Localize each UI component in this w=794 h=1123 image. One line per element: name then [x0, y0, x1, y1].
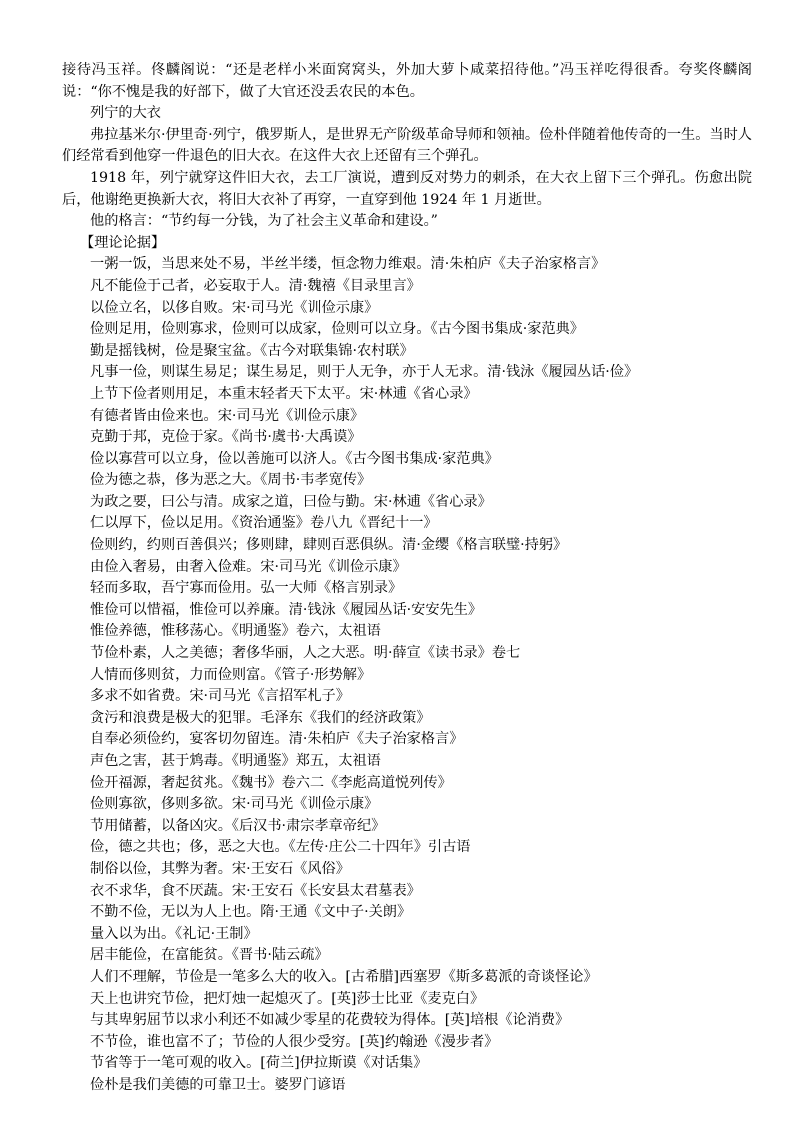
story-paragraph-lenin-motto: 他的格言：“节约每一分钱，为了社会主义革命和建设。”: [90, 213, 438, 230]
quote-line: 俭开福源，奢起贫兆。《魏书》卷六二《李彪高道悦列传》: [90, 774, 452, 791]
story-paragraph-feng-yuxiang: 接待冯玉祥。佟麟阁说：“还是老样小米面窝窝头，外加大萝卜咸菜招待他。”冯玉祥吃得很香。夸奖佟麟阁说：“你不愧是我的好部下，做了大官还没丢农民的本色。: [62, 62, 752, 100]
quote-line: 轻而多取，吾宁寡而俭用。弘一大师《格言别录》: [90, 580, 403, 597]
section-heading-theory: 【理论论据】: [80, 234, 166, 251]
quote-line: 仁以厚下，俭以足用。《资治通鉴》卷八九《晋纪十一》: [90, 515, 438, 532]
quote-line: 俭则寡欲，侈则多欲。宋·司马光《训俭示康》: [90, 796, 379, 813]
quote-line: 由俭入奢易，由奢入俭难。宋·司马光《训俭示康》: [90, 558, 407, 575]
quote-line: 与其卑躬屈节以求小利还不如减少零星的花费较为得体。[英]培根《论消费》: [90, 1012, 570, 1029]
quote-line: 声色之害，甚于鸩毒。《明通鉴》郑五，太祖语: [90, 753, 381, 769]
quote-line: 凡事一俭，则谋生易足；谋生易足，则于人无争，亦于人无求。清·钱泳《履园丛话·俭》: [90, 364, 639, 381]
document-page: [62, 60, 752, 1097]
quote-list: [62, 254, 752, 1096]
story-paragraph-lenin-1918: 1918 年，列宁就穿这件旧大衣，去工厂演说，遭到反对势力的刺杀，在大衣上留下三个弹孔。伤愈出院后，他谢绝更换新大衣，将旧大衣补了再穿，一直穿到他 1924 年 1 月逝世。: [62, 169, 752, 208]
quote-line: 量入以为出。《礼记·王制》: [90, 925, 258, 942]
quote-line: 俭朴是我们美德的可靠卫士。婆罗门谚语: [90, 1076, 346, 1093]
quote-line: 俭，德之共也；侈，恶之大也。《左传·庄公二十四年》引古语: [90, 839, 471, 856]
quote-line: 俭则约，约则百善俱兴；侈则肆，肆则百恶俱纵。清·金缨《格言联璧·持躬》: [90, 537, 568, 554]
quote-line: 俭为德之恭，侈为恶之大。《周书·韦孝宽传》: [90, 472, 372, 489]
quote-line: 自奉必须俭约，宴客切勿留连。清·朱柏庐《夫子治家格言》: [90, 731, 464, 748]
story-paragraph-lenin-intro: 弗拉基米尔·伊里奇·列宁，俄罗斯人，是世界无产阶级革命导师和领袖。俭朴伴随着他传奇的一生。当时人们经常看到他穿一件退色的旧大衣。在这件大衣上还留有三个弹孔。: [62, 126, 752, 165]
quote-line: 不节俭，谁也富不了；节俭的人很少受穷。[英]约翰逊《漫步者》: [90, 1033, 499, 1050]
quote-line: 节俭朴素，人之美德；奢侈华丽，人之大恶。明·薛宣《读书录》卷七: [90, 645, 521, 662]
quote-line: 俭以寡营可以立身，俭以善施可以济人。《古今图书集成·家范典》: [90, 450, 499, 467]
quote-line: 有德者皆由俭来也。宋·司马光《训俭示康》: [90, 407, 365, 424]
quote-line: 一粥一饭，当思来处不易，半丝半缕，恒念物力维艰。清·朱柏庐《夫子治家格言》: [90, 256, 606, 273]
quote-line: 制俗以俭，其弊为奢。宋·王安石《风俗》: [90, 860, 350, 877]
quote-line: 为政之要，曰公与清。成家之道，曰俭与勤。宋·林逋《省心录》: [90, 493, 492, 510]
quote-line: 多求不如省费。宋·司马光《言招军札子》: [90, 688, 350, 705]
quote-line: 天上也讲究节俭，把灯烛一起熄灭了。[英]莎士比亚《麦克白》: [90, 990, 485, 1007]
quote-line: 俭则足用，俭则寡求，俭则可以成家，俭则可以立身。《古今图书集成·家范典》: [90, 321, 584, 338]
quote-line: 以俭立名，以侈自败。宋·司马光《训俭示康》: [90, 299, 379, 316]
quote-line: 衣不求华，食不厌蔬。宋·王安石《长安县太君墓表》: [90, 882, 421, 899]
quote-line: 凡不能俭于己者，必妄取于人。清·魏禧《目录里言》: [90, 277, 421, 294]
quote-line: 贪污和浪费是极大的犯罪。毛泽东《我们的经济政策》: [90, 709, 431, 726]
quote-line: 节省等于一笔可观的收入。[荷兰]伊拉斯谟《对话集》: [90, 1055, 428, 1072]
quote-line: 上节下俭者则用足，本重末轻者天下太平。宋·林逋《省心录》: [90, 385, 478, 402]
quote-line: 勤是摇钱树，俭是聚宝盆。《古今对联集锦·农村联》: [90, 342, 414, 359]
quote-line: 人情而侈则贫，力而俭则富。《管子·形势解》: [90, 666, 372, 683]
quote-line: 克勤于邦，克俭于家。《尚书·虞书·大禹谟》: [90, 429, 362, 446]
quote-line: 节用储蓄，以备凶灾。《后汉书·肃宗孝章帝纪》: [90, 817, 386, 834]
quote-line: 惟俭可以惜福，惟俭可以养廉。清·钱泳《履园丛话·安安先生》: [90, 601, 483, 618]
quote-line: 人们不理解，节俭是一笔多么大的收入。[古希腊]西塞罗《斯多葛派的奇谈怪论》: [90, 968, 598, 985]
quote-line: 居丰能俭，在富能贫。《晋书·陆云疏》: [90, 947, 329, 964]
quote-line: 惟俭养德，惟移荡心。《明通鉴》卷六，太祖语: [90, 623, 381, 640]
quote-line: 不勤不俭，无以为人上也。隋·王通《文中子·关朗》: [90, 904, 412, 921]
story-title-lenin-coat: 列宁的大衣: [90, 105, 161, 122]
